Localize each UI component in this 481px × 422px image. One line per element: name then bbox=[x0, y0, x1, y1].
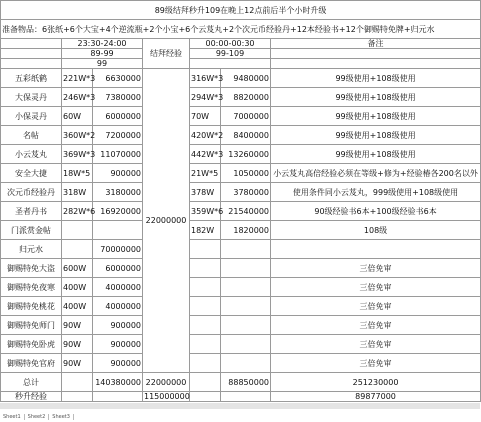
exp-89-99[interactable]: 4000000 bbox=[93, 278, 143, 297]
item-note[interactable]: 99级使用+108级使用 bbox=[271, 107, 481, 126]
header-blank[interactable] bbox=[271, 59, 481, 69]
qty-99-109[interactable] bbox=[190, 316, 221, 335]
exp-99-109[interactable]: 3780000 bbox=[221, 183, 271, 202]
qty-99-109[interactable]: 316W*3 bbox=[190, 69, 221, 88]
item-name[interactable]: 归元水 bbox=[1, 240, 62, 259]
sheet-tab[interactable]: Sheet3 bbox=[49, 414, 74, 420]
header-blank[interactable] bbox=[1, 49, 62, 59]
item-note[interactable]: 99级使用+108级使用 bbox=[271, 145, 481, 164]
item-note[interactable]: 三倍免审 bbox=[271, 354, 481, 373]
miaosheng-label[interactable]: 秒升经验 bbox=[1, 392, 62, 402]
total-99-109[interactable]: 88850000 bbox=[221, 373, 271, 392]
exp-89-99[interactable]: 900000 bbox=[93, 316, 143, 335]
qty-89-99[interactable]: 60W bbox=[62, 107, 93, 126]
qty-99-109[interactable] bbox=[190, 240, 221, 259]
item-row bbox=[1, 202, 481, 221]
miaosheng-row bbox=[1, 392, 481, 402]
exp-99-109[interactable]: 1050000 bbox=[221, 164, 271, 183]
item-note[interactable]: 三倍免审 bbox=[271, 259, 481, 278]
item-name[interactable]: 小保灵丹 bbox=[1, 107, 62, 126]
item-row bbox=[1, 335, 481, 354]
exp-89-99[interactable]: 7380000 bbox=[93, 88, 143, 107]
exp-99-109[interactable]: 13260000 bbox=[221, 145, 271, 164]
miaosheng-blank[interactable] bbox=[190, 392, 221, 402]
qty-89-99[interactable]: 90W bbox=[62, 316, 93, 335]
qty-99-109[interactable]: 359W*6 bbox=[190, 202, 221, 221]
item-name[interactable]: 次元币经验丹 bbox=[1, 183, 62, 202]
miaosheng-blank[interactable] bbox=[221, 392, 271, 402]
sheet-title[interactable]: 89级结拜秒升109在晚上12点前后半个小时升级 bbox=[1, 1, 481, 20]
qty-89-99[interactable]: 282W*6 bbox=[62, 202, 93, 221]
miaosheng-jiebai[interactable]: 115000000 bbox=[144, 392, 190, 401]
item-name[interactable]: 名帖 bbox=[1, 126, 62, 145]
exp-89-99[interactable]: 6000000 bbox=[93, 107, 143, 126]
exp-99-109[interactable]: 21540000 bbox=[221, 202, 271, 221]
qty-89-99[interactable] bbox=[62, 240, 93, 259]
exp-89-99[interactable] bbox=[93, 221, 143, 240]
miaosheng-blank[interactable] bbox=[62, 392, 93, 402]
exp-89-99[interactable]: 3180000 bbox=[93, 183, 143, 202]
total-blank[interactable] bbox=[62, 373, 93, 392]
item-name[interactable]: 圣者丹书 bbox=[1, 202, 62, 221]
exp-89-99[interactable]: 4000000 bbox=[93, 297, 143, 316]
item-note[interactable]: 三倍免审 bbox=[271, 316, 481, 335]
miaosheng-note[interactable]: 89877000 bbox=[271, 392, 481, 402]
exp-89-99[interactable]: 16920000 bbox=[93, 202, 143, 221]
sheet-tab[interactable]: Sheet2 bbox=[25, 414, 50, 420]
total-89-99[interactable]: 140380000 bbox=[93, 373, 143, 392]
header-blank[interactable] bbox=[1, 39, 62, 49]
note-header[interactable]: 备注 bbox=[271, 39, 481, 49]
qty-99-109[interactable]: 442W*3 bbox=[190, 145, 221, 164]
qty-89-99[interactable]: 90W bbox=[62, 335, 93, 354]
exp-99-109[interactable] bbox=[221, 335, 271, 354]
exp-89-99[interactable]: 900000 bbox=[93, 335, 143, 354]
exp-99-109[interactable]: 7000000 bbox=[221, 107, 271, 126]
item-note[interactable]: 99级使用+108级使用 bbox=[271, 69, 481, 88]
exp-89-99[interactable]: 900000 bbox=[93, 354, 143, 373]
jiebai-header[interactable]: 结拜经验 bbox=[143, 39, 190, 69]
qty-89-99[interactable]: 221W*3 bbox=[62, 69, 93, 88]
item-note[interactable]: 99级使用+108级使用 bbox=[271, 88, 481, 107]
sheet-tab[interactable]: Sheet1 bbox=[0, 414, 25, 420]
item-row bbox=[1, 297, 481, 316]
qty-99-109[interactable]: 182W bbox=[190, 221, 221, 240]
qty-89-99[interactable]: 400W bbox=[62, 278, 93, 297]
time-slot-2[interactable]: 00:00-00:30 bbox=[190, 39, 271, 49]
exp-89-99[interactable]: 70000000 bbox=[93, 240, 143, 259]
exp-99-109[interactable] bbox=[221, 316, 271, 335]
item-row bbox=[1, 164, 481, 183]
item-row bbox=[1, 145, 481, 164]
jiebai-exp-value[interactable]: 22000000 bbox=[143, 69, 190, 373]
exp-99-109[interactable] bbox=[221, 354, 271, 373]
header-blank[interactable] bbox=[190, 59, 271, 69]
item-note[interactable]: 90级经验书6本+100级经验书6本 bbox=[271, 202, 481, 221]
item-name[interactable]: 五彩纸鹤 bbox=[1, 69, 62, 88]
header-blank[interactable] bbox=[271, 49, 481, 59]
exp-99-109[interactable]: 1820000 bbox=[221, 221, 271, 240]
item-name[interactable]: 御赐特免官府 bbox=[1, 354, 62, 373]
item-note[interactable]: 108级 bbox=[271, 221, 481, 240]
qty-99-109[interactable] bbox=[190, 354, 221, 373]
item-row bbox=[1, 88, 481, 107]
qty-99-109[interactable]: 21W*5 bbox=[190, 164, 221, 183]
prep-items-row[interactable]: 准备物品：6张纸+6个大宝+4个逆流瓶+2个小宝+6个云芨丸+2个次元币经验丹+12本经验书+12个御赐特免牌+归元水 bbox=[1, 20, 481, 39]
qty-99-109[interactable]: 420W*2 bbox=[190, 126, 221, 145]
level-99-label[interactable]: 99 bbox=[62, 59, 143, 69]
item-row bbox=[1, 126, 481, 145]
item-note[interactable]: 小云芨丸高倍经验必须在等级+修为+经验椿各200名以外 bbox=[271, 164, 481, 183]
item-note[interactable]: 使用条件同小云芨丸，999级使用+108级使用 bbox=[271, 183, 481, 202]
item-name[interactable]: 门派赏金帖 bbox=[1, 221, 62, 240]
qty-99-109[interactable]: 378W bbox=[190, 183, 221, 202]
qty-99-109[interactable] bbox=[190, 297, 221, 316]
exp-99-109[interactable] bbox=[221, 240, 271, 259]
item-row bbox=[1, 316, 481, 335]
item-name[interactable]: 御赐特免卧虎 bbox=[1, 335, 62, 354]
level-range-1[interactable]: 89-99 bbox=[62, 49, 143, 59]
item-note[interactable]: 三倍免审 bbox=[271, 297, 481, 316]
exp-89-99[interactable]: 900000 bbox=[93, 164, 143, 183]
exp-99-109[interactable] bbox=[221, 278, 271, 297]
qty-89-99[interactable]: 318W bbox=[62, 183, 93, 202]
item-note[interactable]: 99级使用+108级使用 bbox=[271, 126, 481, 145]
exp-99-109[interactable]: 8820000 bbox=[221, 88, 271, 107]
exp-89-99[interactable]: 7200000 bbox=[93, 126, 143, 145]
miaosheng-blank[interactable] bbox=[93, 392, 143, 402]
qty-89-99[interactable]: 246W*3 bbox=[62, 88, 93, 107]
level-range-2[interactable]: 99-109 bbox=[190, 49, 271, 59]
item-row bbox=[1, 221, 481, 240]
item-name[interactable]: 小云芨丸 bbox=[1, 145, 62, 164]
item-name[interactable]: 御赐特免师门 bbox=[1, 316, 62, 335]
exp-89-99[interactable]: 6630000 bbox=[93, 69, 143, 88]
item-row bbox=[1, 354, 481, 373]
qty-89-99[interactable]: 600W bbox=[62, 259, 93, 278]
qty-99-109[interactable]: 70W bbox=[190, 107, 221, 126]
exp-99-109[interactable] bbox=[221, 297, 271, 316]
item-name[interactable]: 御赐特免夜寒 bbox=[1, 278, 62, 297]
time-slot-1[interactable]: 23:30-24:00 bbox=[62, 39, 143, 49]
qty-89-99[interactable]: 18W*5 bbox=[62, 164, 93, 183]
exp-89-99[interactable]: 6000000 bbox=[93, 259, 143, 278]
qty-89-99[interactable]: 369W*3 bbox=[62, 145, 93, 164]
sheet-tabs bbox=[0, 403, 480, 420]
qty-89-99[interactable]: 360W*2 bbox=[62, 126, 93, 145]
qty-99-109[interactable] bbox=[190, 259, 221, 278]
exp-99-109[interactable]: 8400000 bbox=[221, 126, 271, 145]
item-note[interactable]: 三倍免审 bbox=[271, 335, 481, 354]
qty-99-109[interactable] bbox=[190, 335, 221, 354]
exp-99-109[interactable] bbox=[221, 259, 271, 278]
total-row bbox=[1, 373, 481, 392]
exp-89-99[interactable]: 11070000 bbox=[93, 145, 143, 164]
total-label[interactable]: 总计 bbox=[1, 373, 62, 392]
total-jiebai[interactable]: 22000000 bbox=[143, 373, 190, 392]
qty-89-99[interactable] bbox=[62, 221, 93, 240]
total-blank[interactable] bbox=[190, 373, 221, 392]
item-name[interactable]: 大保灵丹 bbox=[1, 88, 62, 107]
item-row bbox=[1, 69, 481, 88]
item-name[interactable]: 御赐特免桃花 bbox=[1, 297, 62, 316]
qty-99-109[interactable]: 294W*3 bbox=[190, 88, 221, 107]
item-name[interactable]: 御赐特免大盗 bbox=[1, 259, 62, 278]
item-row bbox=[1, 183, 481, 202]
qty-89-99[interactable]: 400W bbox=[62, 297, 93, 316]
item-row bbox=[1, 107, 481, 126]
total-note[interactable]: 251230000 bbox=[271, 373, 481, 392]
item-row bbox=[1, 240, 481, 259]
item-note[interactable]: 三倍免审 bbox=[271, 278, 481, 297]
item-name[interactable]: 安全大捷 bbox=[1, 164, 62, 183]
qty-99-109[interactable] bbox=[190, 278, 221, 297]
item-row bbox=[1, 259, 481, 278]
header-blank[interactable] bbox=[1, 59, 62, 69]
item-row bbox=[1, 278, 481, 297]
exp-99-109[interactable]: 9480000 bbox=[221, 69, 271, 88]
qty-89-99[interactable]: 90W bbox=[62, 354, 93, 373]
item-note[interactable] bbox=[271, 240, 481, 259]
